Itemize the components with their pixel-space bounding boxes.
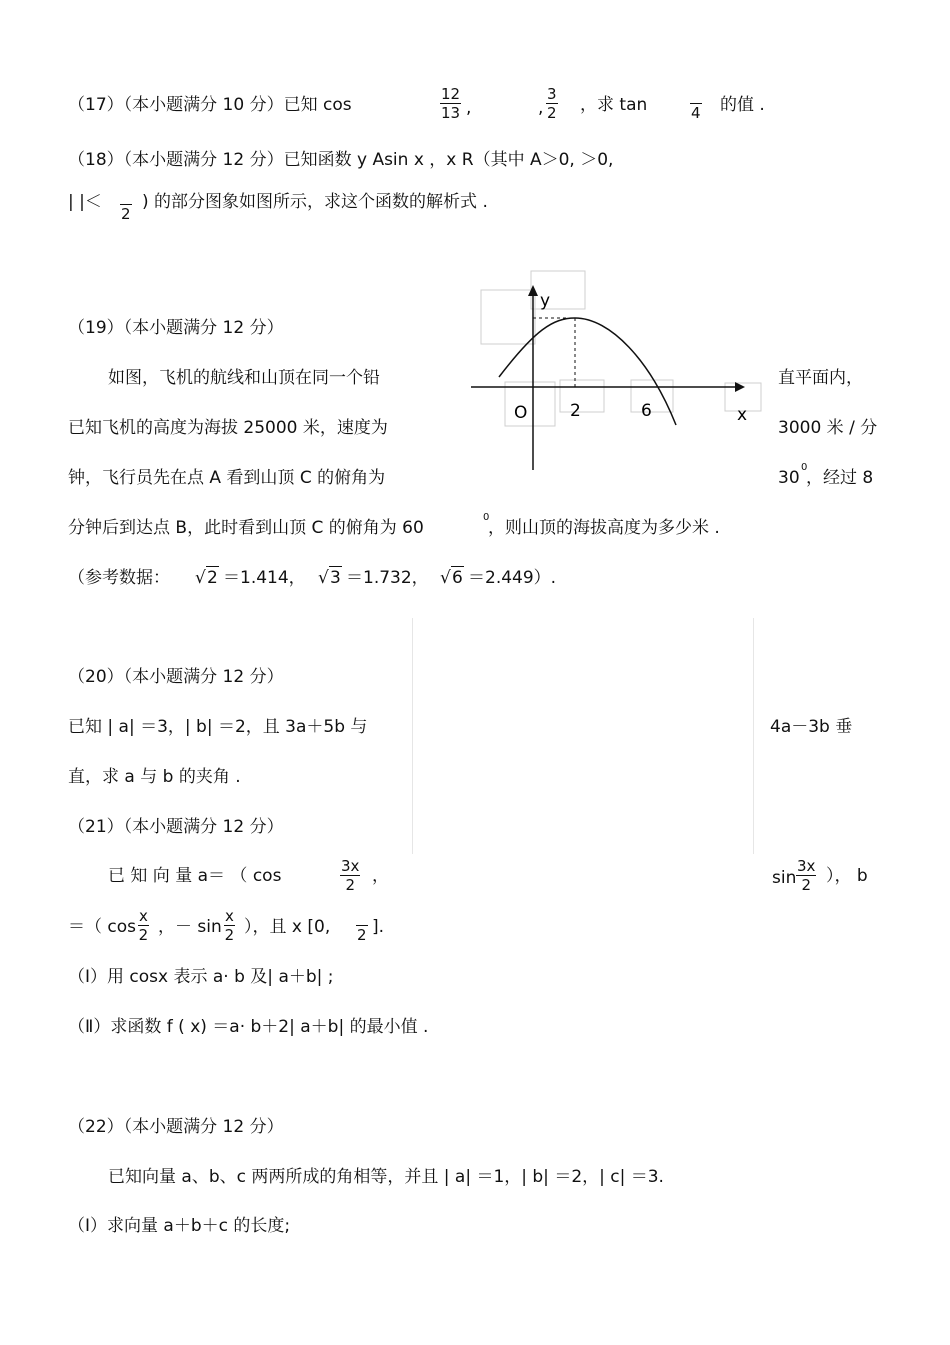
p21-sin: sin [772, 868, 797, 888]
sqrt-3-value: ＝1.732， [346, 568, 429, 588]
p19-line4-right: ，则山顶的海拔高度为多少米 . [488, 518, 720, 538]
sqrt-sign: √ [318, 568, 329, 588]
p19-degree-mark: 0 [801, 462, 808, 473]
placeholder-box [560, 380, 604, 412]
p19-line2-right: 3000 米 / 分 [778, 418, 878, 438]
p20-line1-left: 已知 | a| ＝3，| b| ＝2，且 3a＋5b 与 [68, 717, 368, 737]
p19-degree-mark-2: 0 [483, 512, 490, 523]
p17-fraction-3-2: $\frac{3}{2}$ [547, 85, 557, 122]
p21-line2-b: ，－ sin [158, 917, 222, 937]
sqrt-3: 3 [330, 568, 341, 588]
p21-line2-d: ]. [372, 917, 385, 937]
p17-tail: 的值 . [720, 95, 765, 115]
sqrt-sign: √ [440, 568, 451, 588]
p18-line2-post: ) 的部分图象如图所示，求这个函数的解析式 . [142, 192, 488, 212]
p20-head: （20）（本小题满分 12 分） [68, 667, 284, 687]
p19-line1-left: 如图，飞机的航线和山顶在同一个铅 [108, 368, 380, 388]
placeholder-box [481, 290, 535, 344]
p21-line2-c: ），且 x [0, [244, 917, 331, 937]
p20-line2: 直，求 a 与 b 的夹角 . [68, 767, 241, 787]
p21-fraction-x-2-b: $\frac{x}{2}$ [224, 907, 235, 944]
p21-comma: ， [372, 866, 389, 886]
y-axis-label: y [540, 291, 551, 311]
p18-line2-pre: | |＜ [68, 192, 102, 212]
p19-head: （19）（本小题满分 12 分） [68, 318, 284, 338]
p19-line3-left: 钟，飞行员先在点 A 看到山顶 C 的俯角为 [68, 468, 386, 488]
p19-line4-left: 分钟后到达点 B，此时看到山顶 C 的俯角为 60 [68, 518, 424, 538]
p17-fraction-over-4: 4 [690, 85, 702, 122]
sqrt-2: 2 [207, 568, 218, 588]
p21-fraction-x-2: $\frac{x}{2}$ [138, 907, 149, 944]
p19-ref-pre: （参考数据： [68, 568, 170, 588]
p18-fraction-over-2: 2 [120, 186, 132, 223]
divider-line [412, 618, 413, 854]
sqrt-2-value: ＝1.414， [223, 568, 306, 588]
p17-comma-2: , [538, 98, 544, 118]
p21-question-2: （Ⅱ）求函数 f ( x) ＝a· b＋2| a＋b| 的最小值 . [68, 1017, 429, 1037]
p21-line1-left: 已 知 向 量 a＝ （ cos [108, 866, 282, 886]
origin-label: O [514, 403, 528, 423]
placeholder-box [631, 380, 673, 412]
p19-line2-left: 已知飞机的高度为海拔 25000 米，速度为 [68, 418, 388, 438]
p19-line3-tail: ，经过 8 [806, 468, 874, 488]
p17-head: （17）（本小题满分 10 分）已知 cos [68, 95, 352, 115]
p17-fraction-12-13: $\frac{12}{13}$ [441, 85, 461, 122]
p19-line3-num: 30 [778, 468, 800, 488]
p21-line2-a: ＝（ cos [68, 917, 137, 937]
p21-question-1: （Ⅰ）用 cosx 表示 a· b 及| a＋b| ; [68, 967, 334, 987]
p19-line1-right: 直平面内， [778, 368, 863, 388]
sqrt-6: 6 [452, 568, 463, 588]
p21-line1-tail: ）， b [826, 866, 868, 886]
p22-head: （22）（本小题满分 12 分） [68, 1117, 284, 1137]
tick-label-6: 6 [641, 401, 652, 421]
sqrt-6-value: ＝2.449）. [468, 568, 557, 588]
divider-line [753, 618, 754, 854]
p20-line1-right: 4a－3b 垂 [770, 717, 853, 737]
sqrt-sign: √ [195, 568, 206, 588]
p22-line1: 已知向量 a、b、c 两两所成的角相等，并且 | a| ＝1，| b| ＝2，| c| ＝3. [108, 1167, 664, 1187]
tick-label-2: 2 [570, 401, 581, 421]
placeholder-box [505, 382, 555, 426]
p17-comma: , [466, 98, 472, 118]
p17-mid: ，求 tan [580, 95, 648, 115]
p21-fraction-over-2: 2 [356, 907, 368, 944]
x-axis-label: x [737, 405, 748, 425]
p21-fraction-3x-2-b: $\frac{3x}{2}$ [797, 857, 816, 894]
p21-fraction-3x-2: $\frac{3x}{2}$ [341, 857, 360, 894]
p22-question-1: （Ⅰ）求向量 a＋b＋c 的长度; [68, 1216, 291, 1236]
p18-line1: （18）（本小题满分 12 分）已知函数 y Asin x ，x R（其中 A＞0, ＞0, [68, 150, 614, 170]
p21-head: （21）（本小题满分 12 分） [68, 817, 284, 837]
